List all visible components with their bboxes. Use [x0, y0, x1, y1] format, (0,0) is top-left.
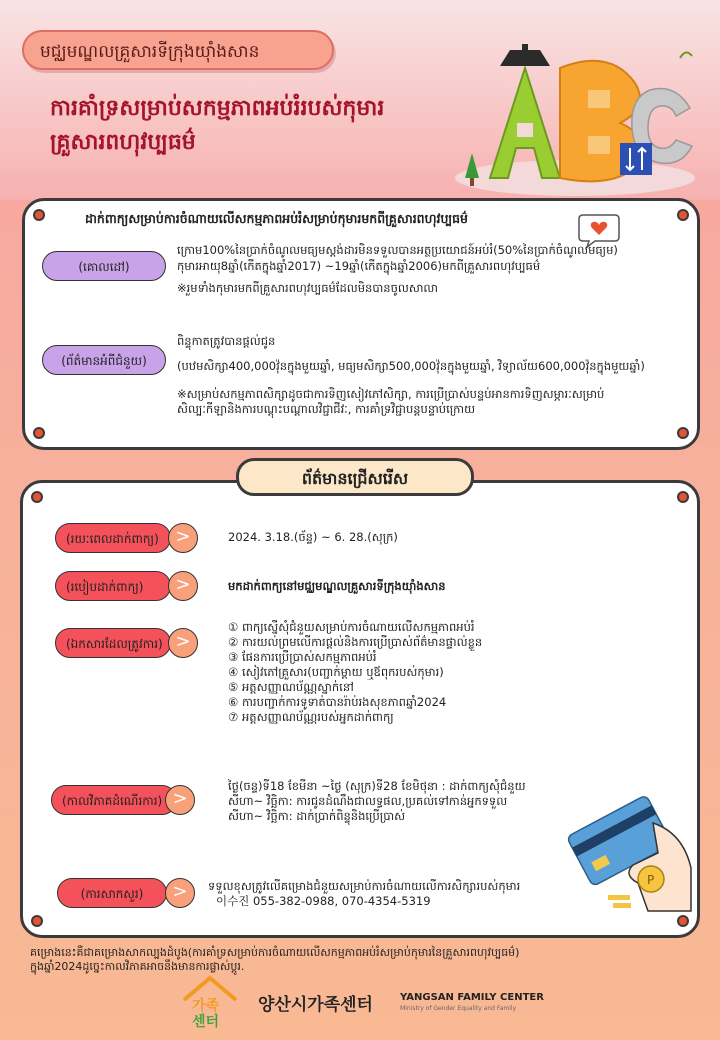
support-note-1: ※សម្រាប់សកម្មភាពសិក្សាដូចជាការទិញសៀវភៅសិក្សា, ការប្រើប្រាស់បន្ទប់អានការទិញសម្ភារៈសម្រាប់ — [177, 387, 605, 401]
document-item: ⑥ ការបញ្ជាក់ការទូទាត់បានរ៉ាប់រងសុខភាពឆ្នាំ2024 — [228, 695, 447, 709]
footer-note-line-1: គម្រោងនេះគឺជាគម្រោងសាកល្បងដំបូង(ការគាំទ្រសម្រាប់ការចំណាយលើសកម្មភាពអប់រំសម្រាប់កុមារនៃគ្រួសារពហុវប្បធម៌) — [30, 946, 520, 959]
period-arrow-button[interactable]: > — [168, 523, 198, 553]
inquiry-arrow-button[interactable]: > — [165, 878, 195, 908]
logo-ministry-line: Ministry of Gender Equality and Family — [400, 1005, 517, 1012]
document-item: ② ការយល់ព្រមលើការផ្តល់និងការប្រើប្រាស់ព័ត៌មានផ្ទាល់ខ្លួន — [228, 635, 483, 649]
logo-mark-top: 가족 — [192, 998, 220, 1014]
documents-list — [228, 620, 648, 725]
schedule-item: សីហា~ វិច្ឆិកា: ដាក់ប្រាក់ពិន្ទុនិងប្រើប្រាស់ — [228, 809, 406, 823]
footer-note-line-2: ក្នុងឆ្នាំ2024ដូច្នេះកាលវិភាគអាចនឹងមានការផ្លាស់ប្តូរ. — [30, 960, 245, 973]
support-label-pill: (ព័ត៌មានអំពីជំនួយ) — [42, 345, 166, 375]
page-title — [50, 92, 480, 160]
document-item: ④ សៀវភៅគ្រួសារ(បញ្ជាក់ម្តាយ ឬឪពុករបស់កុមារ) — [228, 665, 444, 679]
logo-english-name: YANGSAN FAMILY CENTER — [400, 992, 544, 1003]
footer-note — [30, 946, 650, 974]
schedule-item: សីហា~ វិច្ឆិកា: ការជូនដំណឹងជាលទ្ធផល,ប្រគល់ទៅកាន់អ្នកទទួល — [228, 794, 508, 808]
inquiry-line-1: ទទួលខុសត្រូវលើគម្រោងជំនួយសម្រាប់ការចំណាយលើការសិក្សារបស់កុមារ — [208, 879, 521, 893]
corner-dot — [677, 491, 689, 503]
yangsan-family-center-logo — [178, 972, 548, 1032]
period-value: 2024. 3.18.(ច័ន្ទ) ~ 6. 28.(សុក្រ) — [228, 530, 398, 544]
document-item: ⑦ អត្តសញ្ញាណប័ណ្ណរបស់អ្នកដាក់ពាក្យ — [228, 710, 394, 724]
svg-text:P: P — [647, 873, 655, 887]
method-value: មកដាក់ពាក្យនៅមជ្ឈមណ្ឌលគ្រួសារទីក្រុងយ៉ាំងសាន — [228, 579, 446, 593]
target-note: ※រួមទាំងកុមារមកពីគ្រួសារពហុវប្បធម៌ដែលមិនបានចូលសាលា — [177, 281, 439, 295]
abc-illustration — [450, 28, 700, 198]
inquiry-label-pill: (ការសាកសួរ) — [57, 878, 167, 908]
documents-label-pill: (ឯកសារដែលត្រូវការ) — [55, 628, 171, 658]
inquiry-line-2: 이수진 055-382-0988, 070-4354-5319 — [216, 894, 431, 908]
target-line-2: កុមារអាយុ8ឆ្នាំ(កើតក្នុងឆ្នាំ2017) ~19ឆ្នាំ(កើតក្នុងឆ្នាំ2006)មកពីគ្រួសារពហុវប្បធម៌ — [177, 259, 541, 273]
intro-heading: ដាក់ពាក្យសម្រាប់ការចំណាយលើសកម្មភាពអប់រំសម្រាប់កុមារមកពីគ្រួសារពហុវប្បធម៌ — [85, 211, 468, 226]
corner-dot — [33, 209, 45, 221]
corner-dot — [31, 915, 43, 927]
title-line-2: គ្រួសារពហុវប្បធម៌ — [50, 130, 196, 155]
schedule-item: ថ្ងៃ(ចន្ទ)ទី18 ខែមីនា ~ថ្ងៃ (សុក្រ)ទី28 ខែមិថុនា : ដាក់ពាក្យសុំជំនួយ — [228, 779, 526, 793]
method-label-pill: (របៀបដាក់ពាក្យ) — [55, 571, 171, 601]
corner-dot — [677, 915, 689, 927]
family-house-icon — [178, 974, 242, 1030]
logo-korean-name: 양산시가족센터 — [258, 995, 373, 1015]
support-line-1: ពិន្ទុកាតត្រូវបានផ្តល់ជូន — [177, 334, 276, 348]
logo-mark-bottom: 센터 — [192, 1014, 220, 1030]
selection-info-tab: ព័ត៌មានជ្រើសរើស — [236, 458, 474, 496]
center-name-tag: មជ្ឈមណ្ឌលគ្រួសារទីក្រុងយ៉ាំងសាន — [22, 30, 334, 70]
document-item: ③ ផែនការប្រើប្រាស់សកម្មភាពអប់រំ — [228, 650, 377, 664]
corner-dot — [677, 209, 689, 221]
schedule-list — [228, 779, 578, 824]
corner-dot — [33, 427, 45, 439]
document-item: ① ពាក្យស្នើសុំជំនួយសម្រាប់ការចំណាយលើសកម្មភាពអប់រំ — [228, 620, 475, 634]
title-line-1: ការគាំទ្រសម្រាប់សកម្មភាពអប់រំរបស់កុមារ — [50, 96, 385, 121]
documents-arrow-button[interactable]: > — [168, 628, 198, 658]
method-arrow-button[interactable]: > — [168, 571, 198, 601]
selection-panel — [20, 480, 700, 938]
intro-panel — [22, 198, 700, 450]
corner-dot — [31, 491, 43, 503]
target-line-1: ក្រោម100%នៃប្រាក់ចំណូលមធ្យមស្តង់ដារមិនទទួលបានអត្ថប្រយោជន៍អប់រំ(50%នៃប្រាក់ចំណូលមធ្យម) — [177, 243, 618, 257]
schedule-arrow-button[interactable]: > — [165, 785, 195, 815]
corner-dot — [677, 427, 689, 439]
support-note-2: សិល្បៈកីឡានិងការបណ្តុះបណ្តាលវិជ្ជាជីវៈ, ការគាំទ្រវិជ្ជាបន្តបន្ទាប់ក្រោយ — [177, 402, 476, 416]
period-label-pill: (រយៈពេលដាក់ពាក្យ) — [55, 523, 171, 553]
document-item: ⑤ អត្តសញ្ញាណប័ណ្ណស្នាក់នៅ — [228, 680, 354, 694]
schedule-label-pill: (កាលវិភាគដំណើរការ) — [51, 785, 177, 815]
support-line-2: (បឋមសិក្សា400,000វ៉ុនក្នុងមួយឆ្នាំ, មធ្យមសិក្សា500,000វ៉ុនក្នុងមួយឆ្នាំ, វិទ្យាល័យ600,000វ៉ុនក្នុងមួយឆ្នាំ) — [177, 359, 645, 373]
target-label-pill: (គោលដៅ) — [42, 251, 166, 281]
